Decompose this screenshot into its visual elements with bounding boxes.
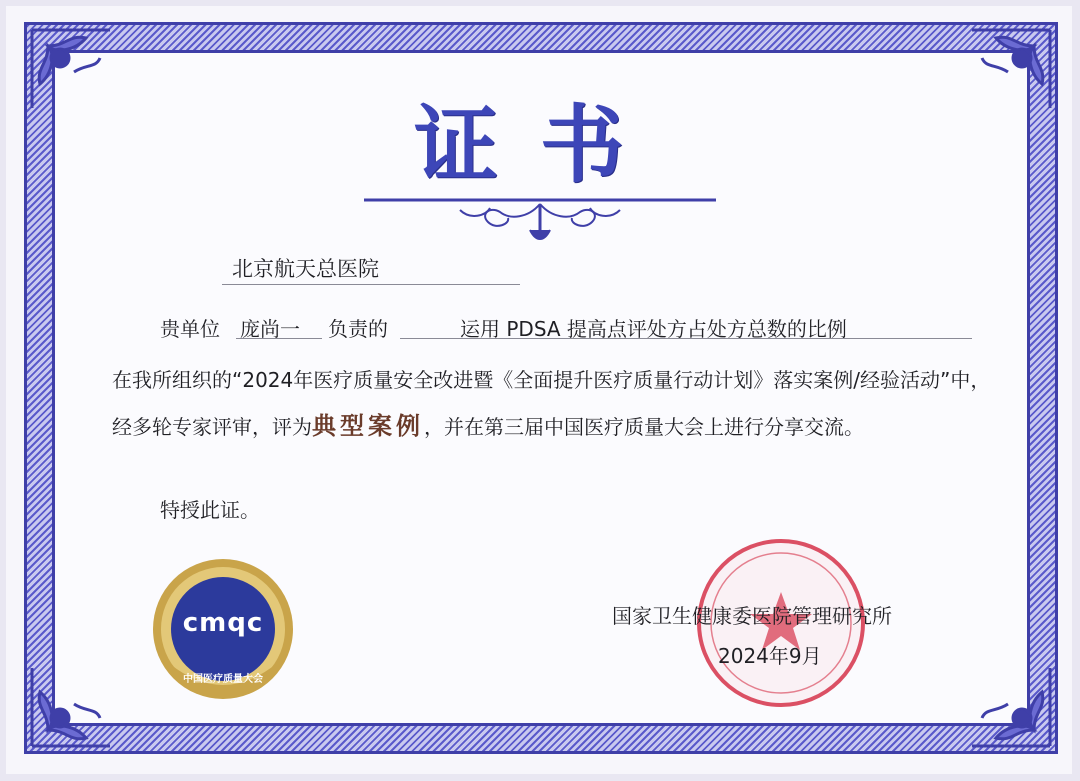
responsible-person: 庞尚一 bbox=[240, 317, 300, 341]
closing-statement: 特授此证。 bbox=[160, 498, 260, 522]
person-underline bbox=[236, 338, 322, 339]
certificate-title: 证书 bbox=[413, 95, 666, 194]
medal-acronym: cmqc bbox=[182, 608, 264, 638]
paragraph-before: 在我所组织的“2024年医疗质量安全改进暨《全面提升医疗质量行动计划》落实案例/经验活动”中，经多轮专家评审，评为 bbox=[112, 368, 991, 439]
title-divider-ornament-icon bbox=[360, 190, 720, 246]
certificate-paragraph bbox=[112, 357, 992, 450]
conference-medal-icon bbox=[150, 556, 296, 702]
line1-mid: 负责的 bbox=[328, 317, 388, 341]
medal-ribbon-text: 中国医疗质量大会 bbox=[183, 674, 263, 685]
project-underline bbox=[400, 338, 972, 339]
recipient-underline bbox=[222, 284, 520, 285]
corner-ornament-icon bbox=[26, 662, 116, 752]
award-title: 典型案例 bbox=[312, 411, 424, 440]
line1-prefix: 贵单位 bbox=[160, 317, 220, 341]
issuer-name: 国家卫生健康委医院管理研究所 bbox=[612, 604, 892, 628]
corner-ornament-icon bbox=[966, 662, 1056, 752]
paragraph-after: ，并在第三届中国医疗质量大会上进行分享交流。 bbox=[424, 415, 864, 439]
project-name: 运用 PDSA 提高点评处方占处方总数的比例 bbox=[460, 317, 847, 341]
issue-date: 2024年9月 bbox=[718, 644, 822, 668]
recipient-organization: 北京航天总医院 bbox=[232, 257, 379, 281]
